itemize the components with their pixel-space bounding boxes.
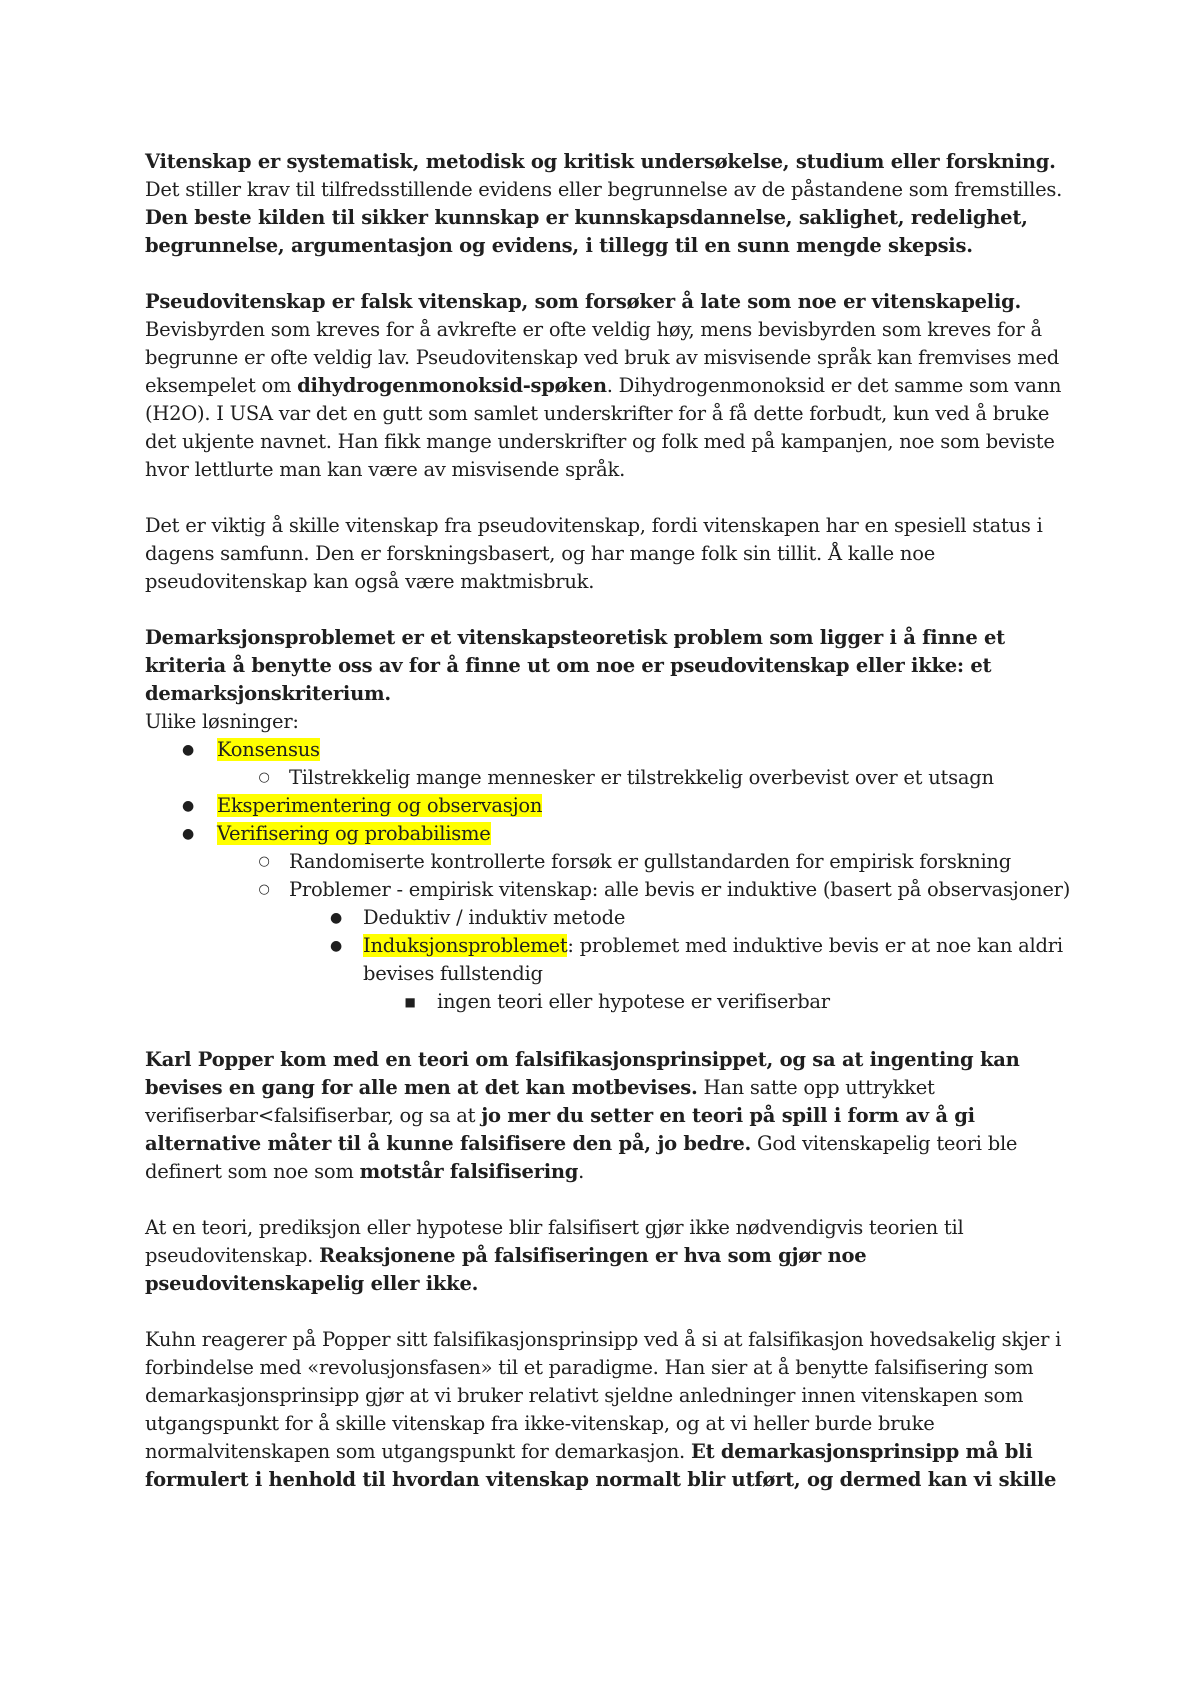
text: ingen teori eller hypotese er verifiserbar [437, 990, 830, 1013]
bullet-icon: ● [330, 938, 342, 954]
paragraph-popper [145, 1046, 1075, 1186]
bullet-icon: ● [182, 742, 194, 758]
list-item [145, 764, 1075, 792]
bold-text: jo mer du setter en teori på spill i form av å gi alternative måter til å kunne falsifisere den på, jo bedre. [145, 1104, 975, 1155]
paragraph-vitenskap [145, 148, 1075, 260]
bullet-icon: ● [330, 910, 342, 926]
bold-text: Demarksjonsproblemet er et vitenskapsteoretisk problem som ligger i å finne et kriteria å benytte oss av for å finne ut om noe er pseudovitenskap eller ikke: et demarksjonskriterium. [145, 626, 1005, 705]
bold-text: Et demarkasjonsprinsipp må bli formulert i henhold til hvordan vitenskap normalt blir utført, og dermed kan vi skille [145, 1440, 1057, 1491]
square-bullet-icon: ■ [404, 995, 416, 1009]
list-item [145, 932, 1075, 988]
list-item [145, 820, 1075, 848]
text: Problemer - empirisk vitenskap: alle bevis er induktive (basert på observasjoner) [289, 878, 1071, 901]
text: Han satte opp uttrykket verifiserbar<falsifiserbar, og sa at [145, 1076, 935, 1127]
text: Deduktiv / induktiv metode [363, 906, 626, 929]
highlighted-text: Konsensus [217, 738, 320, 761]
text: . Dihydrogenmonoksid er det samme som vann (H2O). I USA var det en gutt som samlet underskrifter for å få dette forbudt, kun ved å bruke det ukjente navnet. Han fikk mange underskrifter og folk med på kampanjen, noe som beviste hvor lettlurte man kan være av misvisende språk. [145, 374, 1062, 481]
bold-text: Vitenskap er systematisk, metodisk og kritisk undersøkelse, studium eller forskning. [145, 150, 1056, 173]
list-item [145, 848, 1075, 876]
hollow-bullet-icon: ○ [258, 882, 270, 897]
bold-text: dihydrogenmonoksid-spøken [297, 374, 607, 397]
list-item [145, 792, 1075, 820]
paragraph-falsifisert [145, 1214, 1075, 1298]
text: Bevisbyrden som kreves for å avkrefte er ofte veldig høy, mens bevisbyrden som kreves for å begrunne er ofte veldig lav. Pseudovitenskap ved bruk av misvisende språk kan fremvises med eksempelet om [145, 318, 1059, 397]
text: : problemet med induktive bevis er at noe kan aldri bevises fullstendig [363, 934, 1063, 985]
bold-text: motstår falsifisering [359, 1160, 579, 1183]
list-item [145, 876, 1075, 904]
solutions-list [145, 736, 1075, 1016]
text: At en teori, prediksjon eller hypotese blir falsifisert gjør ikke nødvendigvis teorien til pseudovitenskap. [145, 1216, 964, 1267]
highlighted-text: Induksjonsproblemet [363, 934, 568, 957]
highlighted-text: Verifisering og probabilisme [217, 822, 491, 845]
highlighted-text: Eksperimentering og observasjon [217, 794, 543, 817]
bold-text: Karl Popper kom med en teori om falsifikasjonsprinsippet, og sa at ingenting kan bevises en gang for alle men at det kan motbevises. [145, 1048, 1020, 1099]
text: Det stiller krav til tilfredsstillende evidens eller begrunnelse av de påstandene som fremstilles. [145, 178, 1063, 201]
text: Tilstrekkelig mange mennesker er tilstrekkelig overbevist over et utsagn [289, 766, 994, 789]
list-item [145, 736, 1075, 764]
hollow-bullet-icon: ○ [258, 854, 270, 869]
bold-text: Reaksjonene på falsifiseringen er hva som gjør noe pseudovitenskapelig eller ikke. [145, 1244, 867, 1295]
bold-text: Pseudovitenskap er falsk vitenskap, som forsøker å late som noe er vitenskapelig. [145, 290, 1022, 313]
paragraph-pseudovitenskap [145, 288, 1075, 484]
text: God vitenskapelig teori ble definert som noe som [145, 1132, 1018, 1183]
paragraph-demarksjon [145, 624, 1075, 736]
document-body [145, 148, 1075, 1494]
text: Kuhn reagerer på Popper sitt falsifikasjonsprinsipp ved å si at falsifikasjon hovedsakelig skjer i forbindelse med «revolusjonsfasen» til et paradigme. Han sier at å benytte falsifisering som demarkasjonsprinsipp gjør at vi bruker relativt sjeldne anledninger innen vitenskapen som utgangspunkt for å skille vitenskap fra ikke-vitenskap, og at vi heller burde bruke normalvitenskapen som utgangspunkt for demarkasjon. [145, 1328, 1062, 1463]
text: Ulike løsninger: [145, 710, 299, 733]
bullet-icon: ● [182, 826, 194, 842]
hollow-bullet-icon: ○ [258, 770, 270, 785]
bullet-icon: ● [182, 798, 194, 814]
text: Randomiserte kontrollerte forsøk er gullstandarden for empirisk forskning [289, 850, 1011, 873]
list-item [145, 988, 1075, 1016]
text: . [578, 1160, 585, 1183]
paragraph-skille [145, 512, 1075, 596]
list-item [145, 904, 1075, 932]
paragraph-kuhn [145, 1326, 1075, 1494]
bold-text: Den beste kilden til sikker kunnskap er kunnskapsdannelse, saklighet, redelighet, begrunnelse, argumentasjon og evidens, i tillegg til en sunn mengde skepsis. [145, 206, 1028, 257]
text: Det er viktig å skille vitenskap fra pseudovitenskap, fordi vitenskapen har en spesiell status i dagens samfunn. Den er forskningsbasert, og har mange folk sin tillit. Å kalle noe pseudovitenskap kan også være maktmisbruk. [145, 514, 1043, 593]
